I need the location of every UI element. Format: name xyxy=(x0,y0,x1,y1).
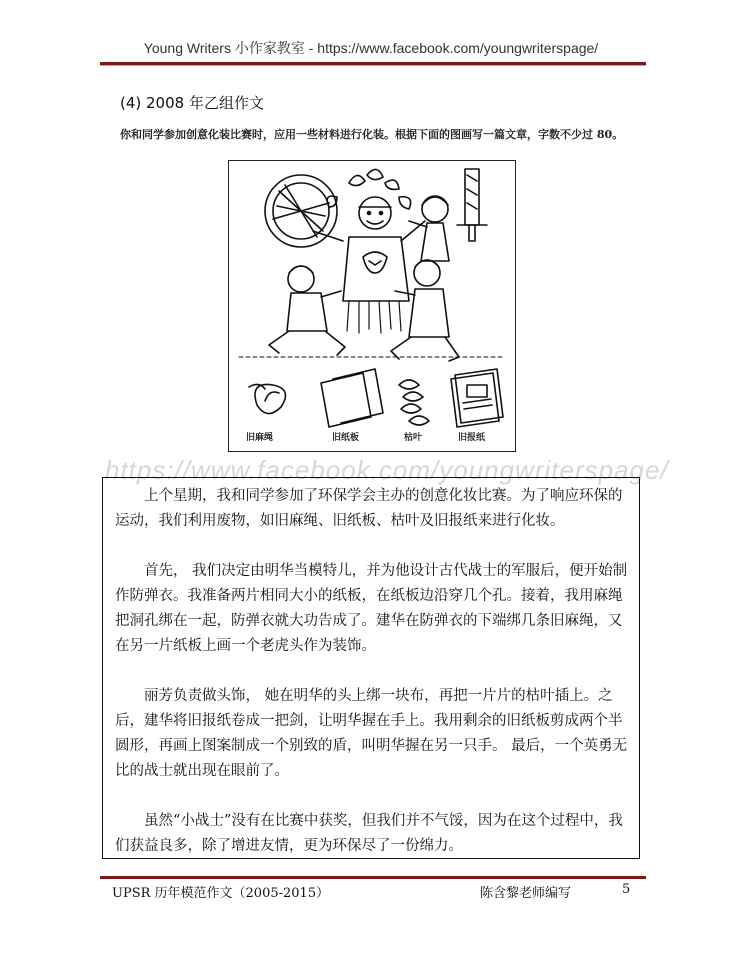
essay-paragraph: 虽然“小战士”没有在比赛中获奖，但我们并不气馁，因为在这个过程中，我们获益良多，除了增进友情，更为环保尽了一份绵力。 xyxy=(115,813,623,854)
page-number: 5 xyxy=(622,882,631,897)
essay-paragraph: 丽芳负责做头饰， 她在明华的头上绑一块布，再把一片片的枯叶插上。之后，建华将旧报纸卷成一把剑，让明华握在手上。我用剩余的旧纸板剪成两个半圆形，再画上图案制成一个别致的盾，叫明华握在另一只手。 最后，一个英勇无比的战士就出现在眼前了。 xyxy=(115,688,628,779)
header-rule xyxy=(100,62,646,66)
watermark: https://www.facebook.com/youngwriterspage/ xyxy=(105,455,669,485)
label-dry-leaves: 枯叶 xyxy=(404,433,423,443)
footer-rule xyxy=(100,876,646,879)
old-newspaper-drawing xyxy=(451,369,503,427)
page-header: Young Writers 小作家教室 - https://www.facebook.com/youngwriterspage/ xyxy=(143,40,599,56)
old-rope-drawing xyxy=(249,384,286,413)
left-boy-figure xyxy=(269,266,345,355)
essay-paragraph: 上个星期，我和同学参加了环保学会主办的创意化妆比赛。为了响应环保的运动，我们利用废物，如旧麻绳、旧纸板、枯叶及旧报纸来进行化妆。 xyxy=(115,488,623,529)
old-cardboard-drawing xyxy=(321,369,383,427)
label-old-newspaper: 旧报纸 xyxy=(458,433,486,443)
dry-leaves-drawing xyxy=(399,380,429,425)
right-boy-figure xyxy=(391,260,459,361)
essay-instructions: 你和同学参加创意化装比赛时，应用一些材料进行化装。根据下面的图画写一篇文章，字数不少过 80。 xyxy=(120,128,624,141)
footer-book-title: UPSR 历年模范作文（2005-2015） xyxy=(112,886,330,901)
footer-author: 陈含黎老师编写 xyxy=(480,886,572,901)
label-old-cardboard: 旧纸板 xyxy=(332,433,360,443)
newspaper-sword-drawing xyxy=(457,169,487,241)
essay-box xyxy=(102,477,640,859)
leaf-headdress-drawing xyxy=(327,169,410,209)
section-title: (4) 2008 年乙组作文 xyxy=(120,94,264,112)
illustration-drawing xyxy=(229,161,515,451)
label-old-rope: 旧麻绳 xyxy=(246,433,274,443)
essay-paragraph: 首先， 我们决定由明华当模特儿，并为他设计古代战士的军服后，便开始制作防弹衣。我准备两片相同大小的纸板，在纸板边沿穿几个孔。接着，我用麻绳把洞孔绑在一起，防弹衣就大功告成了。建华在防弹衣的下端绑几条旧麻绳，又在另一片纸板上画一个老虎头作为装饰。 xyxy=(115,563,628,654)
costume-illustration xyxy=(228,160,516,452)
warrior-figure xyxy=(313,197,425,333)
